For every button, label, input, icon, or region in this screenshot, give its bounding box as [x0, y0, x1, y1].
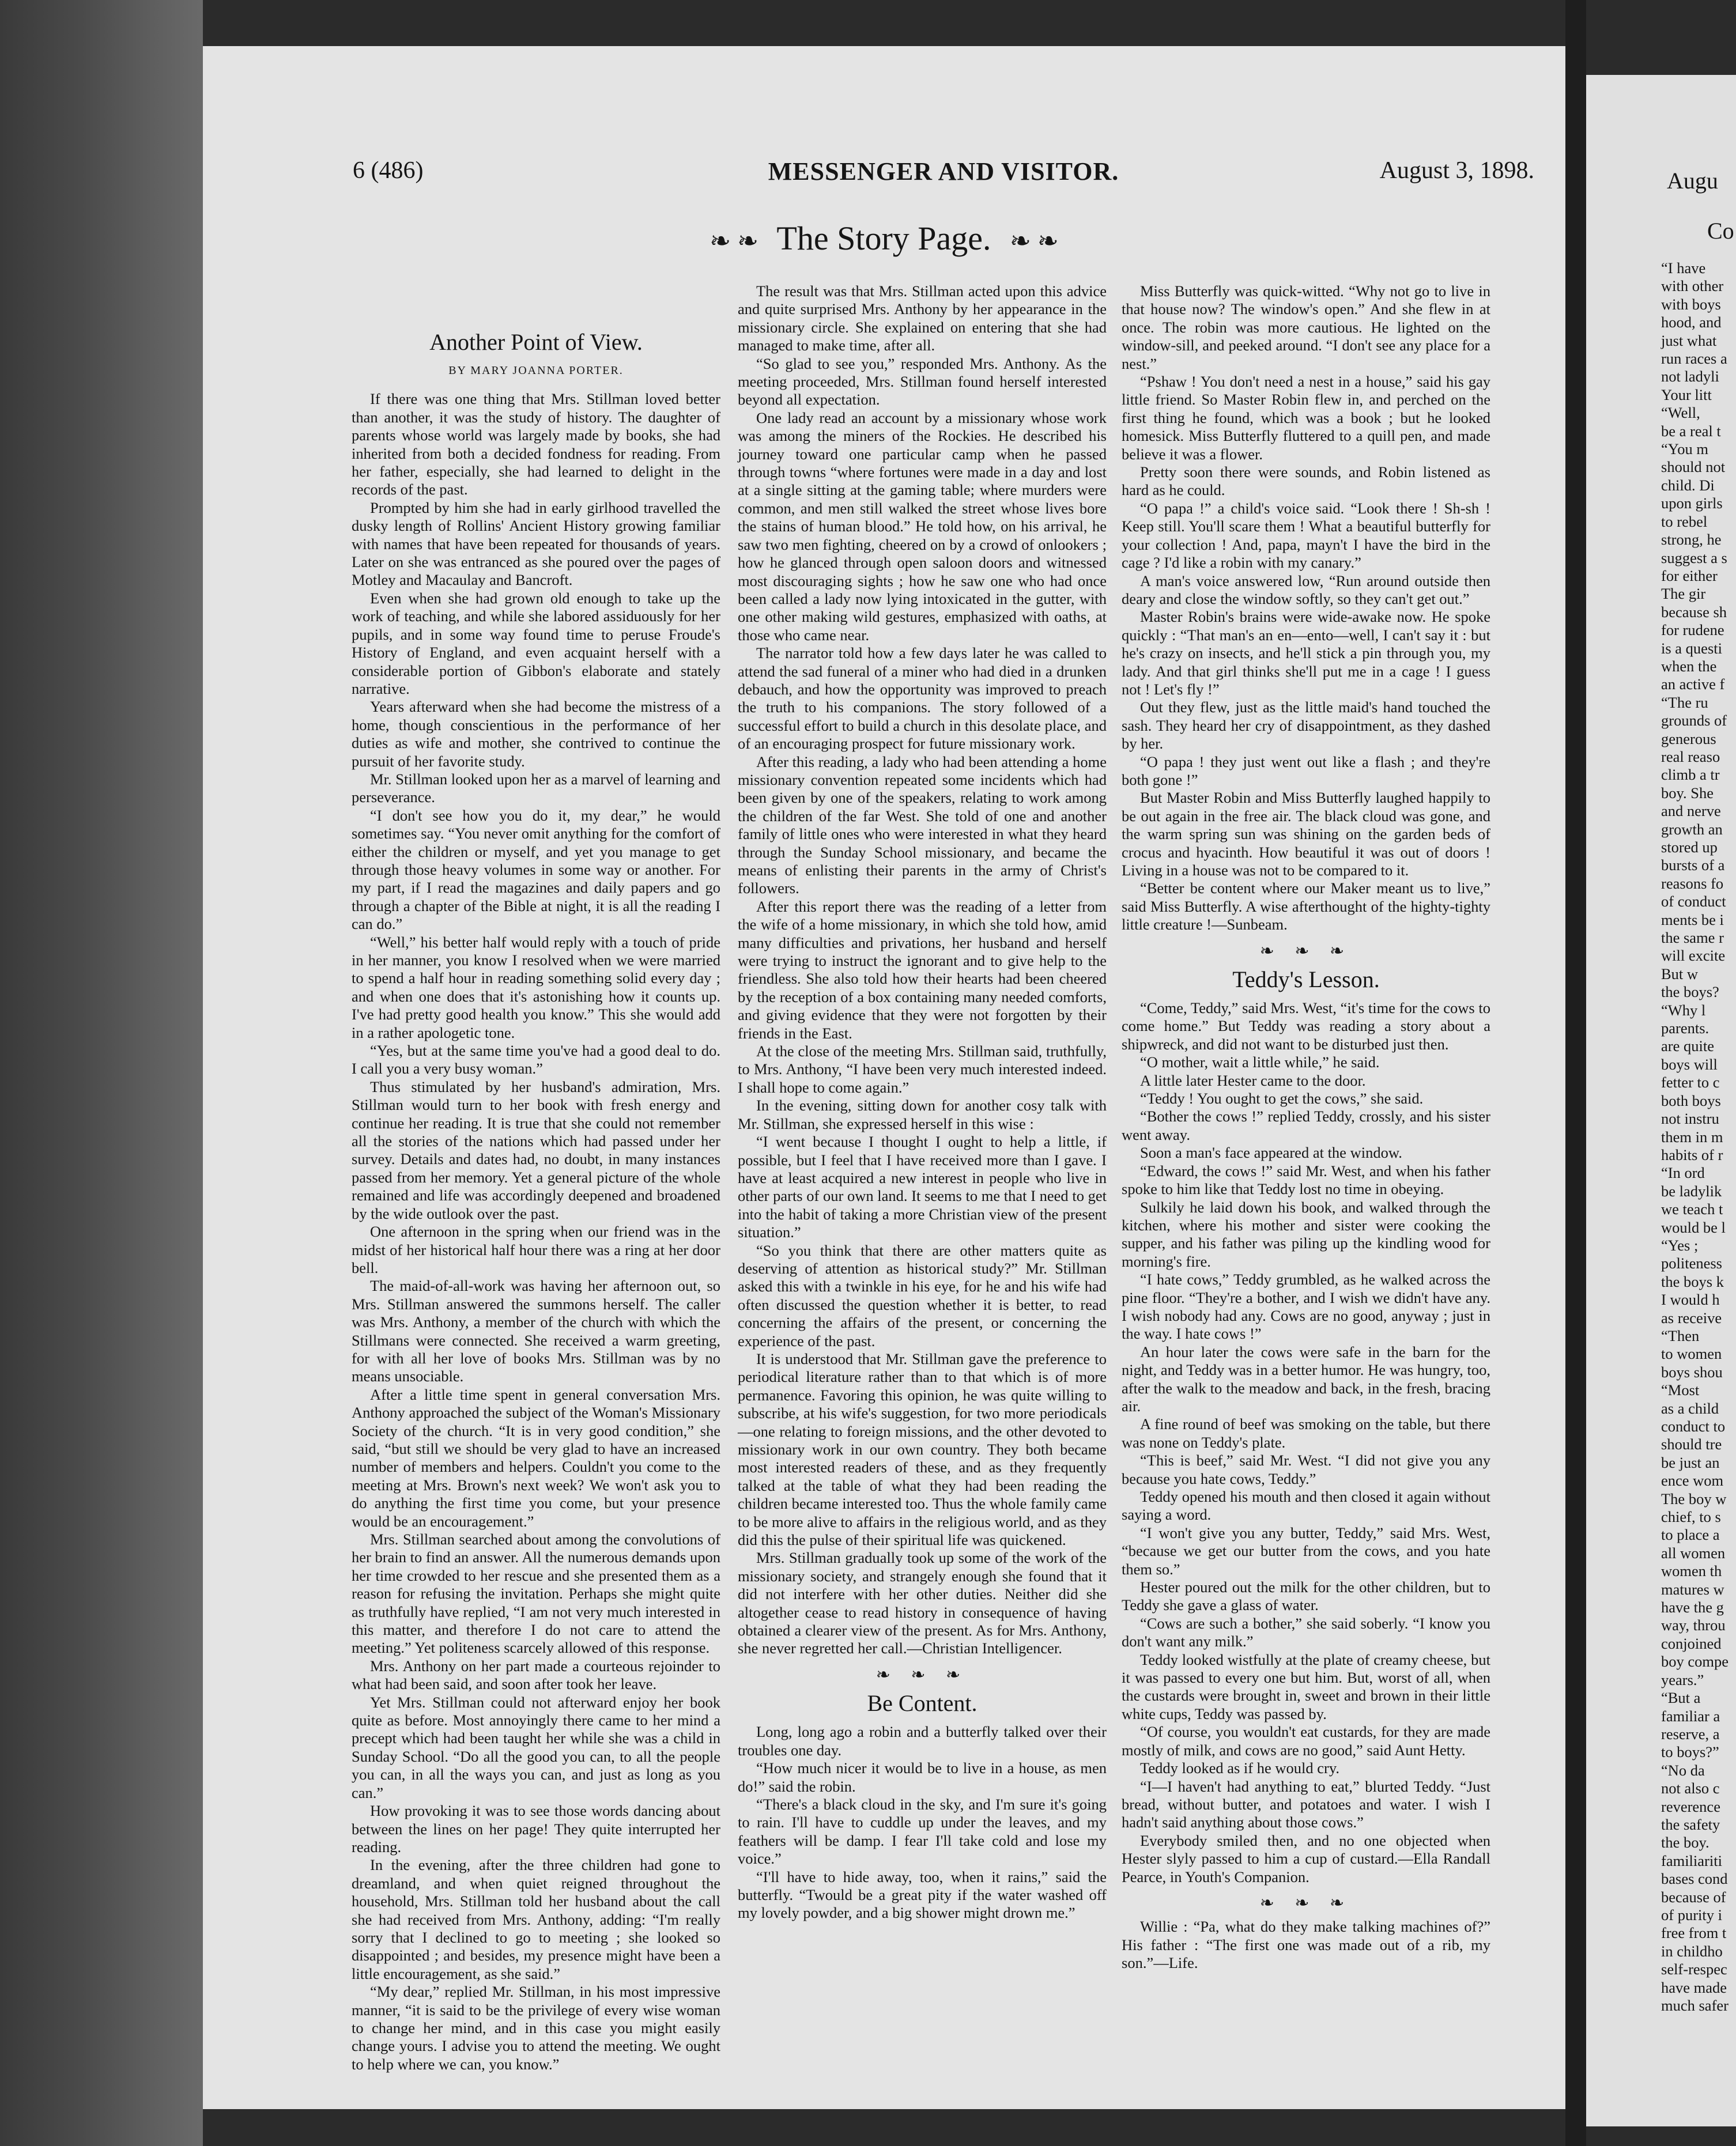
- facing-page-line: the boys?: [1661, 983, 1719, 1001]
- facing-page-line: we teach t: [1661, 1200, 1723, 1218]
- facing-page-line: all women: [1661, 1544, 1726, 1562]
- facing-page-line: child. Di: [1661, 476, 1715, 494]
- facing-page-line: for either: [1661, 566, 1718, 584]
- facing-page-line: women th: [1661, 1562, 1722, 1580]
- facing-page-line: familiar a: [1661, 1707, 1720, 1725]
- paragraph: An hour later the cows were safe in the barn for the night, and Teddy was in a better humor. He was hungry, too, after the walk to the meadow and back, in the fresh, bracing air.: [1122, 1343, 1490, 1415]
- facing-page-line: “I have: [1661, 259, 1706, 277]
- paragraph: “I went because I thought I ought to help a little, if possible, but I feel that I have received more than I gave. I have at least acquired a new interest in people who live in other parts of our own land. It seems to me that I need to get into the habit of taking a more Christian view of the present situation.”: [738, 1133, 1107, 1241]
- facing-page-line: “In ord: [1661, 1164, 1705, 1182]
- paragraph: Thus stimulated by her husband's admiration, Mrs. Stillman would turn to her book with fresh energy and continue her reading. It is true that she could not remember all the stories of the nations which had passed under her survey. Details and dates had, no doubt, in many instances passed from her memory. Yet a general picture of the whole remained and life was accordingly deepened and broadened by the wide outlook over the past.: [352, 1078, 720, 1222]
- facing-page-line: familiariti: [1661, 1852, 1722, 1869]
- facing-page-line: ence wom: [1661, 1472, 1724, 1490]
- paragraph: Sulkily he laid down his book, and walked through the kitchen, where his mother and sister were cooking the supper, and his father was piling up the kindling wood for morning's fire.: [1122, 1198, 1490, 1270]
- facing-page-line: just what: [1661, 331, 1717, 349]
- facing-page-line: as a child: [1661, 1399, 1719, 1417]
- facing-page-line: “Why l: [1661, 1001, 1706, 1019]
- paragraph: The maid-of-all-work was having her afternoon out, so Mrs. Stillman answered the summons herself. The caller was Mrs. Anthony, a member of the church with which the Stillmans were connected. She received a warm greeting, for with all her love of books Mrs. Stillman was by no means unsociable.: [352, 1277, 720, 1385]
- column-2: [738, 282, 1107, 1922]
- article-title-another-point: Another Point of View.: [429, 329, 643, 355]
- article-byline: BY MARY JOANNA PORTER.: [448, 364, 624, 377]
- paragraph: A man's voice answered low, “Run around outside then deary and close the window softly, so they can't get out.”: [1122, 572, 1490, 607]
- paragraph: “Pshaw ! You don't need a nest in a house,” said his gay little friend. So Master Robin flew in, and perched on the first thing he found, which was a book ; but he looked homesick. Miss Butterfly fluttered to a quill pen, and made believe it was a flower.: [1122, 373, 1490, 463]
- facing-page-line: “Yes ;: [1661, 1236, 1699, 1254]
- facing-page-line: the boy.: [1661, 1834, 1709, 1852]
- paragraph: Mr. Stillman looked upon her as a marvel of learning and perseverance.: [352, 770, 720, 806]
- facing-page-line: hood, and: [1661, 313, 1722, 331]
- paragraph: “Bother the cows !” replied Teddy, crossly, and his sister went away.: [1122, 1108, 1490, 1143]
- paragraph: “I don't see how you do it, my dear,” he would sometimes say. “You never omit anything for the comfort of either the children or myself, and yet you manage to get through those heavy volumes in some way or another. For my part, if I read the magazines and daily papers and go through a chapter of the Bible at night, it is all the reading I can do.”: [352, 806, 720, 933]
- facing-page-line: generous: [1661, 730, 1716, 747]
- paragraph: Master Robin's brains were wide-awake now. He spoke quickly : “That man's an en—ento—well, I can't say it : but he's crazy on insects, and he'll stick a pin through you, my lady. And that girl thinks she'll put me in a cage ! I guess not ! Let's fly !”: [1122, 608, 1490, 698]
- paragraph: “Cows are such a bother,” she said soberly. “I know you don't want any milk.”: [1122, 1614, 1490, 1650]
- paragraph: A little later Hester came to the door.: [1140, 1071, 1366, 1089]
- paragraph: A fine round of beef was smoking on the table, but there was none on Teddy's plate.: [1122, 1415, 1490, 1451]
- article-title-be-content: Be Content.: [867, 1690, 978, 1717]
- paragraph: After a little time spent in general conversation Mrs. Anthony approached the subject of the Woman's Missionary Society of the church. “It is in very good condition,” she said, “but still we should be very glad to have an increased number of members and helpers. Couldn't you come to the meeting at Mrs. Brown's next week? We won't ask you to do anything the first time you come, but your presence would be an encouragement.”: [352, 1385, 720, 1530]
- masthead: [353, 157, 1534, 191]
- facing-page-line: are quite: [1661, 1037, 1714, 1055]
- facing-page-line: “The ru: [1661, 693, 1708, 711]
- newspaper-page: [203, 46, 1565, 2109]
- facing-page-line: of purity i: [1661, 1906, 1722, 1924]
- facing-page-line: the safety: [1661, 1815, 1720, 1833]
- paragraph: “Better be content where our Maker meant us to live,” said Miss Butterfly. A wise afterthought of the highty-tighty little creature !—Sunbeam.: [1122, 879, 1490, 934]
- book-binding: [0, 0, 203, 2146]
- facing-page-line: years.”: [1661, 1671, 1704, 1688]
- paragraph: One lady read an account by a missionary whose work was among the miners of the Rockies. He described his journey toward one particular camp when he passed through towns “where fortunes were made in a day and lost at a single sitting at the gaming table; where murders were common, and men still walked the street whose lives bore the stains of human blood.” He told how, on his arrival, he saw two men fighting, cheered on by a crowd of onlookers ; how he glanced through open saloon doors and witnessed most discouraging sights ; how he saw one who had once been called a lady now lying intoxicated in the gutter, with one other making wild gestures, emphasized with oaths, at those who came near.: [738, 409, 1107, 644]
- facing-page-line: because of: [1661, 1888, 1726, 1906]
- facing-page-line: to women: [1661, 1345, 1722, 1363]
- paragraph: “I hate cows,” Teddy grumbled, as he walked across the pine floor. “They're a bother, and I wish we didn't have any. I wish nobody had any. Cows are no good, anyway ; just in the way. I hate cows !”: [1122, 1271, 1490, 1343]
- facing-page-line: not instru: [1661, 1110, 1719, 1128]
- facing-page-line: fetter to c: [1661, 1074, 1720, 1091]
- facing-page-line: “Well,: [1661, 404, 1700, 422]
- facing-page-line: The boy w: [1661, 1490, 1727, 1508]
- facing-page-line: as receive: [1661, 1309, 1722, 1327]
- paragraph: How provoking it was to see those words dancing about between the lines on her page! They quite interrupted her reading.: [352, 1802, 720, 1856]
- facing-page-line: to boys?”: [1661, 1743, 1719, 1761]
- joke-paragraph: Willie : “Pa, what do they make talking machines of?” His father : “The first one was made out of a rib, my son.”—Life.: [1122, 1918, 1490, 1972]
- paragraph: Soon a man's face appeared at the window.: [1140, 1144, 1402, 1162]
- paragraph: “O papa !” a child's voice said. “Look there ! Sh-sh ! Keep still. You'll scare them ! What a beautiful butterfly for your collection ! And, papa, mayn't I have the bird in the cage ? I'd like a robin with my canary.”: [1122, 499, 1490, 572]
- facing-page-line: growth an: [1661, 820, 1723, 838]
- paragraph: The result was that Mrs. Stillman acted upon this advice and quite surprised Mrs. Anthony by her appearance in the missionary circle. She explained on entering that she had managed to make time, after all.: [738, 282, 1107, 354]
- paragraph: “So glad to see you,” responded Mrs. Anthony. As the meeting proceeded, Mrs. Stillman found herself interested beyond all expectation.: [738, 354, 1107, 409]
- facing-page-line: have the g: [1661, 1599, 1724, 1616]
- facing-page-date-fragment: Augu: [1667, 168, 1718, 194]
- paragraph: “This is beef,” said Mr. West. “I did not give you any because you hate cows, Teddy.”: [1122, 1452, 1490, 1487]
- facing-page-line: free from t: [1661, 1924, 1727, 1942]
- facing-page-line: I would h: [1661, 1291, 1720, 1309]
- facing-page-line: stored up: [1661, 838, 1718, 856]
- facing-page-line: self-respec: [1661, 1960, 1727, 1978]
- paragraph: Teddy looked wistfully at the plate of creamy cheese, but it was passed to every one but him. But, worst of all, when the custards were brought in, sweet and brown in their little white cups, Teddy was passed by.: [1122, 1650, 1490, 1722]
- paragraph: Miss Butterfly was quick-witted. “Why not go to live in that house now? The window's open.” And she flew in at once. The robin was more cautious. He lighted on the window-sill, and peeked around. “I don't see any place for a nest.”: [1122, 282, 1490, 372]
- facing-page-line: reasons fo: [1661, 874, 1724, 892]
- facing-page-line: when the: [1661, 657, 1717, 675]
- facing-page-line: real reaso: [1661, 747, 1720, 765]
- facing-page-line: for rudene: [1661, 621, 1724, 639]
- paragraph: At the close of the meeting Mrs. Stillman said, truthfully, to Mrs. Anthony, “I have been very much interested indeed. I shall hope to come again.”: [738, 1042, 1107, 1096]
- paragraph: Mrs. Stillman searched about among the convolutions of her brain to find an answer. All the numerous demands upon her time crowded to her rescue and she presented them as a reason for refusing the invitation. Perhaps she might quite as truthfully have replied, “I am not very much interested in this matter, and therefore I do not care to attend the meeting.” Yet politeness scarcely allowed of this response.: [352, 1531, 720, 1657]
- facing-page-line: in childho: [1661, 1942, 1723, 1960]
- facing-page-line: an active f: [1661, 675, 1725, 693]
- page-gutter: [1565, 0, 1586, 2146]
- facing-page-line: with boys: [1661, 295, 1721, 313]
- paragraph: Yet Mrs. Stillman could not afterward enjoy her book quite as before. Most annoyingly there came to her mind a precept which had been taught her while she was a child in Sunday School. “Do all the good you can, to all the people you can, in all the ways you can, and just as long as you can.”: [352, 1693, 720, 1801]
- paragraph: “I—I haven't had anything to eat,” blurted Teddy. “Just bread, without butter, and potatoes and water. I wish I hadn't said anything about those cows.”: [1122, 1777, 1490, 1831]
- facing-page-line: conjoined: [1661, 1634, 1722, 1652]
- paragraph: The narrator told how a few days later he was called to attend the sad funeral of a miner who had died in a drunken debauch, and how the opportunity was improved to preach the truth to his companions. The story followed of a successful effort to build a church in this desolate place, and of an encouraging prospect for future missionary work.: [738, 644, 1107, 753]
- facing-page-line: would be l: [1661, 1218, 1726, 1236]
- facing-page-heading-fragment: Co: [1707, 218, 1734, 244]
- paragraph: But Master Robin and Miss Butterfly laughed happily to be out again in the free air. The black cloud was gone, and the warm spring sun was shining on the garden beds of crocus and hyacinth. How beautiful it was out of doors ! Living in a house was not to be compared to it.: [1122, 789, 1490, 879]
- facing-page-line: boys will: [1661, 1055, 1718, 1073]
- column-3: [1122, 282, 1490, 1973]
- facing-page-line: matures w: [1661, 1580, 1724, 1598]
- facing-page-line: them in m: [1661, 1128, 1723, 1146]
- paragraph: One afternoon in the spring when our friend was in the midst of her historical half hour there was a ring at her door bell.: [352, 1223, 720, 1276]
- paragraph: “I won't give you any butter, Teddy,” said Mrs. West, “because we get our butter from the cows, and you hate them so.”: [1122, 1524, 1490, 1578]
- facing-page-line: be just an: [1661, 1453, 1720, 1471]
- facing-page-line: to rebel: [1661, 512, 1708, 530]
- facing-page-line: is a questi: [1661, 639, 1722, 657]
- facing-page-line: boys shou: [1661, 1363, 1723, 1381]
- paragraph: “O mother, wait a little while,” he said.: [1140, 1053, 1380, 1071]
- facing-page-line: boy. She: [1661, 784, 1714, 802]
- facing-page-line: will excite: [1661, 947, 1726, 965]
- facing-page-line: boy compe: [1661, 1653, 1729, 1671]
- facing-page-line: Your litt: [1661, 386, 1712, 403]
- facing-page-line: not ladyli: [1661, 368, 1719, 386]
- paragraph: Hester poured out the milk for the other children, but to Teddy she gave a glass of water.: [1122, 1578, 1490, 1614]
- paragraph: Prompted by him she had in early girlhood travelled the dusky length of Rollins' Ancient History growing familiar with names that have been repeated for thousands of years. Later on she was entranced as she poured over the pages of Motley and Macaulay and Bancroft.: [352, 498, 720, 589]
- facing-page-line: habits of r: [1661, 1146, 1723, 1163]
- facing-page-line: because sh: [1661, 603, 1727, 621]
- facing-page-line: the same r: [1661, 929, 1724, 947]
- issue-date: August 3, 1898.: [1379, 157, 1534, 184]
- facing-page-line: bases cond: [1661, 1870, 1728, 1888]
- facing-page-line: both boys: [1661, 1091, 1721, 1109]
- facing-page-line: way, throu: [1661, 1616, 1726, 1634]
- paragraph: After this report there was the reading of a letter from the wife of a home missionary, in which she told how, amid many difficulties and privations, her husband and herself were trying to instruct the ignorant and to give help to the friendless. She also told how their hearts had been cheered by the reception of a box containing many needed comforts, and giving evidence that they were not forgotten by their friends in the East.: [738, 897, 1107, 1042]
- paragraph: Teddy opened his mouth and then closed it again without saying a word.: [1122, 1488, 1490, 1524]
- facing-page-line: politeness: [1661, 1255, 1722, 1272]
- facing-page-line: to place a: [1661, 1526, 1720, 1544]
- facing-page-line: bursts of a: [1661, 856, 1725, 874]
- paragraph: Mrs. Stillman gradually took up some of the work of the missionary society, and strangely enough she found that it did not interfere with her other duties. Neither did she altogether cease to read history in consequence of having obtained a clearer view of the present. As for Mrs. Anthony, she never regretted her call.—Christian Intelligencer.: [738, 1549, 1107, 1657]
- facing-page-line: reserve, a: [1661, 1725, 1720, 1743]
- facing-page-line: “Most: [1661, 1381, 1700, 1399]
- facing-page-line: suggest a s: [1661, 549, 1727, 566]
- facing-page-line: not also c: [1661, 1779, 1720, 1797]
- facing-page-line: strong, he: [1661, 531, 1722, 549]
- facing-page-line: the boys k: [1661, 1272, 1724, 1290]
- dingbat-divider-icon: ❧ ❧ ❧: [875, 1665, 969, 1684]
- paragraph: Everybody smiled then, and no one objected when Hester slyly passed to him a cup of custard.—Ella Randall Pearce, in Youth's Companion.: [1122, 1831, 1490, 1886]
- facing-page-text: [1661, 259, 1736, 2015]
- dingbat-divider-icon: ❧ ❧ ❧: [1259, 941, 1353, 961]
- facing-page-line: conduct to: [1661, 1418, 1726, 1435]
- facing-page-line: have made: [1661, 1978, 1727, 1996]
- facing-page-line: and nerve: [1661, 802, 1721, 820]
- facing-page-line: reverence: [1661, 1797, 1720, 1815]
- paragraph: “So you think that there are other matters quite as deserving of attention as historical study?” Mr. Stillman asked this with a twinkle in his eye, for he and his wife had often discussed the question whether it is better, to read concerning the affairs of the present, or concerning the experience of the past.: [738, 1241, 1107, 1350]
- facing-page-line: be ladylik: [1661, 1182, 1722, 1200]
- paragraph: In the evening, sitting down for another cosy talk with Mr. Stillman, she expressed herself in this wise :: [738, 1097, 1107, 1132]
- facing-page-line: “But a: [1661, 1689, 1701, 1707]
- facing-page-line: But w: [1661, 965, 1699, 983]
- paragraph: If there was one thing that Mrs. Stillman loved better than another, it was the study of history. The daughter of parents whose world was largely made by books, she had inherited from both a decided fondness for reading. From her father, especially, she had learned to delight in the records of the past.: [352, 390, 720, 498]
- facing-page-line: climb a tr: [1661, 766, 1720, 784]
- paragraph: “Teddy ! You ought to get the cows,” she said.: [1140, 1090, 1424, 1108]
- paragraph: Even when she had grown old enough to take up the work of teaching, and while she labored assiduously for her pupils, and in some way found time to peruse Froude's History of England, and even acquaint herself with a considerable portion of Gibbon's elaborate and stately narrative.: [352, 589, 720, 697]
- paragraph: “O papa ! they just went out like a flash ; and they're both gone !”: [1122, 753, 1490, 788]
- paragraph: “Yes, but at the same time you've had a good deal to do. I call you a very busy woman.”: [352, 1042, 720, 1078]
- paragraph: “Well,” his better half would reply with a touch of pride in her manner, you know I resolved when we were married to spend a half hour in reading something solid every day ; and when one does that it's astonishing how it counts up. I've had pretty good health you know.” This she would add in a rather apologetic tone.: [352, 933, 720, 1041]
- paragraph: After this reading, a lady who had been attending a home missionary convention repeated some incidents which had been given by one of the speakers, relating to work among the children of the far West. She told of one and another family of little ones who were interested in what they heard through the Sunday School missionary, and became the means of enlisting their parents in the army of Christ's followers.: [738, 753, 1107, 897]
- facing-page-line: be a real t: [1661, 422, 1721, 440]
- facing-page-line: much safer: [1661, 1997, 1729, 2014]
- facing-page: [1586, 75, 1736, 2126]
- facing-page-line: with other: [1661, 277, 1724, 295]
- facing-page-line: should tre: [1661, 1435, 1722, 1453]
- article-title-teddys-lesson: Teddy's Lesson.: [1232, 966, 1380, 993]
- facing-page-line: “No da: [1661, 1761, 1705, 1779]
- facing-page-line: The gir: [1661, 585, 1706, 603]
- facing-page-line: ments be i: [1661, 910, 1724, 928]
- paragraph: Teddy looked as if he would cry.: [1140, 1759, 1339, 1777]
- paragraph: In the evening, after the three children had gone to dreamland, and when quiet reigned throughout the household, Mrs. Stillman told her husband about the call she had received from Mrs. Anthony, adding: “I'm really sorry that I declined to go to meeting ; she looked so disappointed ; and besides, my presence might have been a little encouragement, as she said.”: [352, 1856, 720, 1982]
- paragraph: “I'll have to hide away, too, when it rains,” said the butterfly. “Twould be a great pity if the water washed off my lovely powder, and a big shower might drown me.”: [738, 1868, 1107, 1922]
- facing-page-line: run races a: [1661, 350, 1727, 368]
- paragraph: Pretty soon there were sounds, and Robin listened as hard as he could.: [1122, 463, 1490, 499]
- paragraph: “Edward, the cows !” said Mr. West, and when his father spoke to him like that Teddy lost no time in obeying.: [1122, 1162, 1490, 1198]
- facing-page-line: of conduct: [1661, 893, 1726, 910]
- facing-page-line: “You m: [1661, 440, 1708, 458]
- paragraph: It is understood that Mr. Stillman gave the preference to periodical literature rather than to that which is of more permanence. Favoring this opinion, he was quite willing to subscribe, at his wife's suggestion, for two more periodicals—one relating to foreign missions, and the other devoted to missionary work in our own country. They both became most interested readers of these, and as they frequently talked at the table of what they had been reading the children became interested too. Thus the whole family came to be more alive to affairs in the religious world, and as they did this the pulse of their spiritual life was quickened.: [738, 1350, 1107, 1549]
- paragraph: Mrs. Anthony on her part made a courteous rejoinder to what had been said, and soon after took her leave.: [352, 1657, 720, 1693]
- facing-page-line: grounds of: [1661, 712, 1727, 730]
- paragraph: “How much nicer it would be to live in a house, as men do!” said the robin.: [738, 1759, 1107, 1795]
- paragraph: Long, long ago a robin and a butterfly talked over their troubles one day.: [738, 1723, 1107, 1759]
- facing-page-line: parents.: [1661, 1019, 1709, 1037]
- facing-page-line: should not: [1661, 458, 1726, 476]
- paragraph: “There's a black cloud in the sky, and I'm sure it's going to rain. I'll have to cuddle up under the leaves, and my feathers will be damp. I fear I'll take cold and lose my voice.”: [738, 1795, 1107, 1868]
- paragraph: “My dear,” replied Mr. Stillman, in his most impressive manner, “it is said to be the privilege of every wise woman to change her mind, and in this case you might easily change yours. I advise you to attend the meeting. We ought to help where we can, you know.”: [352, 1983, 720, 2073]
- ornament-left-icon: ❧ ❧: [710, 227, 758, 255]
- page-folio: 6 (486): [353, 157, 424, 184]
- paper-title: MESSENGER AND VISITOR.: [768, 157, 1119, 186]
- section-title: The Story Page.: [776, 220, 991, 257]
- facing-page-line: upon girls: [1661, 494, 1723, 512]
- paragraph: Out they flew, just as the little maid's hand touched the sash. They heard her cry of disappointment, as they dashed by her.: [1122, 698, 1490, 753]
- ornament-right-icon: ❧ ❧: [1010, 227, 1059, 255]
- facing-page-line: “Then: [1661, 1327, 1700, 1344]
- facing-page-line: chief, to s: [1661, 1508, 1721, 1526]
- paragraph: Years afterward when she had become the mistress of a home, though conscientious in the performance of her duties as wife and mother, she contrived to continue the pursuit of her favorite study.: [352, 698, 720, 770]
- paragraph: “Come, Teddy,” said Mrs. West, “it's time for the cows to come home.” But Teddy was reading a story about a shipwreck, and did not want to be disturbed just then.: [1122, 999, 1490, 1053]
- dingbat-divider-icon: ❧ ❧ ❧: [1259, 1893, 1353, 1913]
- column-1: [352, 328, 720, 2073]
- section-heading: [203, 219, 1565, 258]
- paragraph: “Of course, you wouldn't eat custards, for they are made mostly of milk, and cows are no good,” said Aunt Hetty.: [1122, 1723, 1490, 1759]
